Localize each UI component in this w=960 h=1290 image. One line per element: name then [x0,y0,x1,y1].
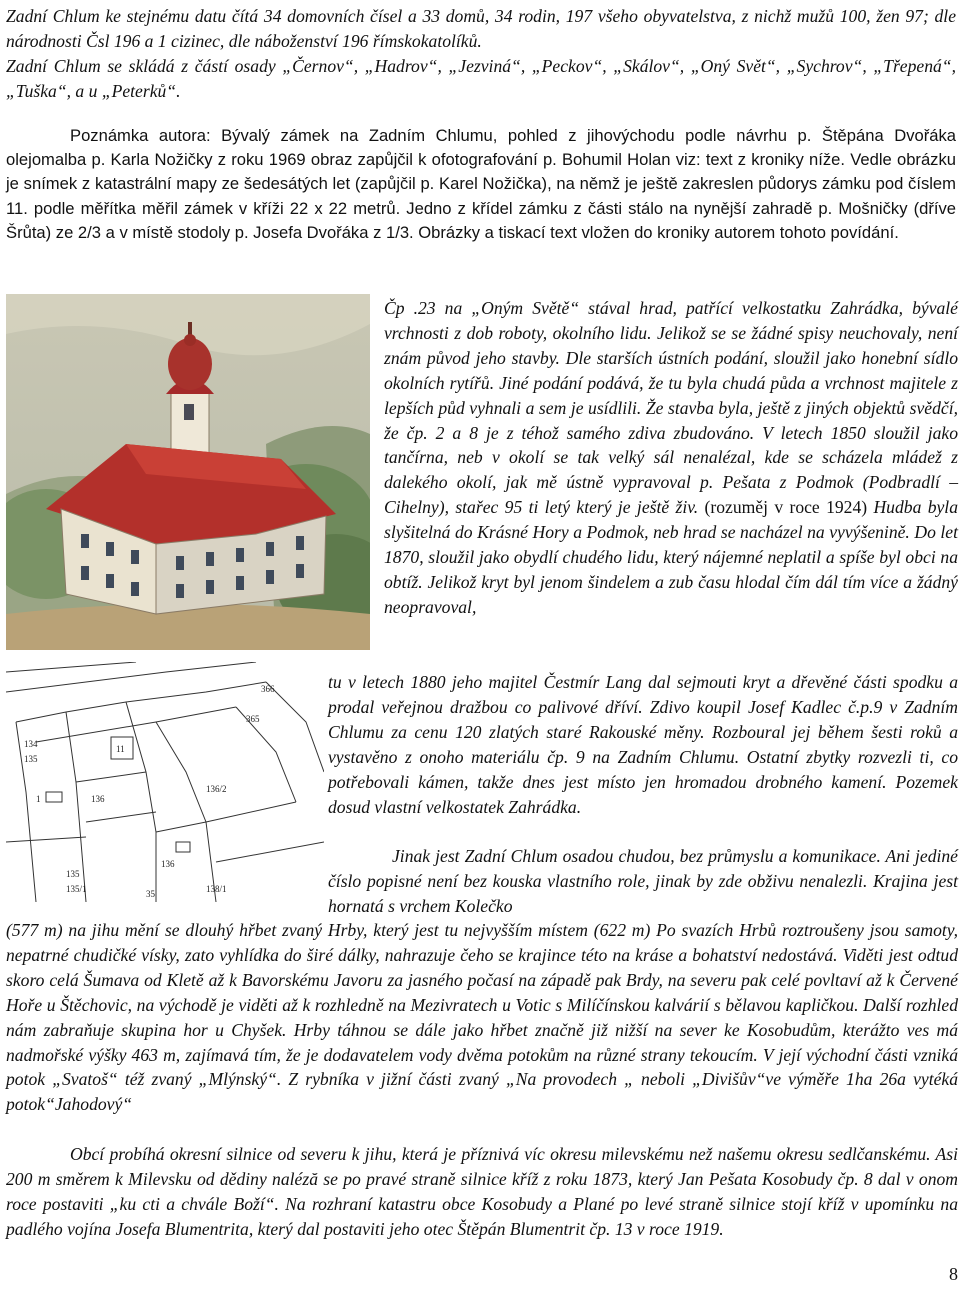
full-width-paragraph-1: (577 m) na jihu mění se dlouhý hřbet zvaný Hrby, který jest tu nejvyšším místem (622 m) Po svazích Hrbů roztroušeny jsou samoty, nepatrné chudičké vísky, zato vyhlídka do širé dálky, nahrazuje čeho se krajince této na kráse a bohatství nedostává. Viděti jest odtud skoro celá Šumava od Kletě až k Bavorskému Javoru za jasného počasí na západě pak Brdy, na severu pak celé povltaví až k Červené Hoře u Štěchovic, na východě je viděti až k rozhledně na Mezivratech u Votic s Milíčínskou kalvárií s bělavou kapličkou. Další rozhled nám zabraňuje skupina hor u Chyšek. Hrby táhnou se dále jako hřbet značně již nižší na sever ke Kosobudům, kterážto ves má nadmořské výšky 463 m, zajímavá tím, že je dodavatelem vody dvěma potokům na různé strany tekoucím. V její východní části vzniká potok „Svatoš“ též zvaný „Mlýnský“. Z rybníka v jižní části zvaný „Na provodech „ neboli „Divišův“ve výměře 1ha 26a vytéká potok“Jahodový“ [6,920,958,1115]
cadastral-map [6,662,324,902]
intro-text-1: Zadní Chlum ke stejnému datu čítá 34 domovních čísel a 33 domů, 34 rodin, 197 všeho obyvatelstva, z nichž mužů 100, žen 97; dle národnosti Čsl 196 a 1 cizinec, dle náboženství 196 římskokatolíků. [6,6,956,51]
map-label: 1 [36,794,41,804]
intro-text-2: Zadní Chlum se skládá z částí osady „Černov“, „Hadrov“, „Jezviná“, „Peckov“, „Skálov“, „Oný Svět“, „Sychrov“, „Třepená“, „Tuška“, a u „Peterků“. [6,56,956,101]
map-label: 136/2 [206,784,227,794]
right-column-part-2: Hudba byla slyšitelná do Krásné Hory a Podmok, neb hrad se nacházel na vyvýšenině. Do let 1870, sloužil jako obydlí chudého lidu, který nájemné neplatil a spíše byl obci na obtíž. Jelikož kryt byl jenom šindelem a zub času hlodal čím dál tím více a žádný neopravoval, [384,497,958,617]
intro-paragraph-1 [6,4,956,54]
castle-painting [6,294,370,650]
map-label: 365 [246,714,260,724]
author-note [6,124,956,245]
map-label: 135 [66,869,80,879]
map-label: 11 [116,744,125,754]
map-label: 366 [261,684,275,694]
map-label: 35 [146,889,155,899]
right-column-text [384,296,958,620]
intro-paragraph-2 [6,54,956,104]
beside-map-paragraph-2: Jinak jest Zadní Chlum osadou chudou, bez průmyslu a komunikace. Ani jediné číslo popisné není bez kouska vlastního role, jinak by zde obživu nenalezli. Krajina jest hornatá s vrchem Kolečko [328,846,958,916]
map-label: 136 [161,859,175,869]
map-label: 138/1 [206,884,227,894]
beside-map-text-1 [328,670,958,819]
full-width-text-1 [6,918,958,1117]
author-note-text: Poznámka autora: Bývalý zámek na Zadním Chlumu, pohled z jihovýchodu podle návrhu p. Štěpána Dvořáka olejomalba p. Karla Nožičky z roku 1969 obraz zapůjčil k ofotografování p. Bohumil Holan viz: text z kroniky níže. Vedle obrázku je snímek z katastrální mapy ze šedesátých let (zapůjčil p. Karel Nožička), na němž je ještě zakreslen půdorys zámku pod číslem 11. podle měřítka měřil zámek v kříži 22 x 22 metrů. Jedno z křídel zámku z části stálo na nynější zahradě p. Mošničky (dříve Šrůta) ze 2/3 a v místě stodoly p. Josefa Dvořáka z 1/3. Obrázky a tiskací text vložen do kroniky autorem tohoto povídání. [6,126,956,242]
map-label: 136 [91,794,105,804]
map-label: 135/1 [66,884,87,894]
page-number: 8 [949,1264,958,1284]
beside-map-paragraph-1: tu v letech 1880 jeho majitel Čestmír Lang dal sejmouti kryt a dřevěné části spodku a prodal veřejnou dražbou co palivové dříví. Zdivo koupil Josef Kadlec č.p.9 v Zadním Chlumu za cenu 120 zlatých staré Rakouské měny. Rozboural jej během šesti roků a vystavěno z onoho materiálu čp. 9 na Zadním Chlumu. Ostatní zbytky rozvezli ti, co potřebovali kámen, takže dnes jest místo jen hromadou drobného kamení. Pozemek dosud vlastní velkostatek Zahrádka. [328,672,958,817]
full-width-text-2 [6,1142,958,1242]
beside-map-text-2 [328,844,958,919]
full-width-paragraph-2: Obcí probíhá okresní silnice od severu k jihu, která je příznivá víc okresu milevskému než našemu okresu sedlčanskému. Asi 200 m směrem k Milevsku od dědiny naléză se po pravé straně silnice kříž z roku 1873, který Jan Pešata Kosobudy čp. 8 dal v onom roce postaviti „ku cti a chvále Boží“. Na rozhraní katastru obce Kosobudy a Plané po levé straně silnice stojí kříž v upomínku na padlého vojína Josefa Blumentrita, který dal postaviti jeho otec Štěpán Blumentrit čp. 13 v roce 1919. [6,1144,958,1239]
map-label: 134 [24,739,38,749]
right-column-part-1: Čp .23 na „Oným Světě“ stával hrad, patřící velkostatku Zahrádka, bývalé vrchnosti z dob roboty, okolního lidu. Jelikož se se žádné spisy neuchovaly, není znám původ jeho stavby. Dle starších ústních podání, sloužil jako honební sídlo okolních rytířů. Jiné podání podává, že tu byla chudá půda a vrchnost majitele z lepších půd vyhnali a sem je usídlili. Že stavba byla, ještě z jiných objektů svědčí, že čp. 2 a 8 je z téhož samého zdiva zbudováno. V letech 1850 sloužil jako tančírna, neb v okolí se tak velký sál nenalézal, kde se scházela mládež z dalekého okolí, jak mě ústně vypravoval p. Pešata z Podmok (Podbradlí – Cihelny), stařec 95 ti letý který je ještě živ. [384,298,958,518]
map-label: 135 [24,754,38,764]
right-column-note: (rozuměj v roce 1924) [704,497,868,518]
